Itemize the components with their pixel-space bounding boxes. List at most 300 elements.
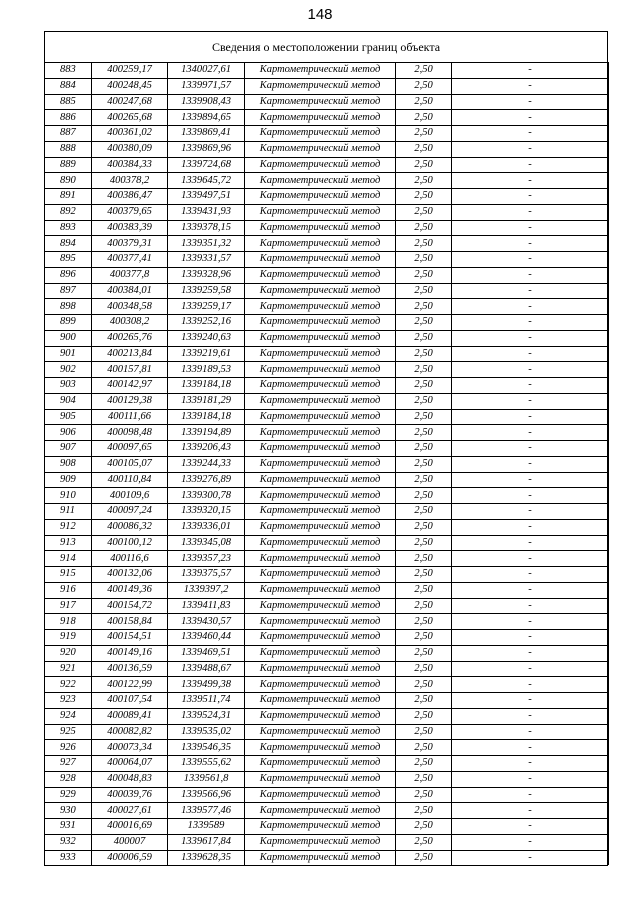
method-cell: Картометрический метод [245,393,396,409]
point-number-cell: 904 [45,393,92,409]
accuracy-cell: 2,50 [396,252,452,268]
table-row [45,834,609,850]
description-cell: - [452,299,609,315]
method-cell: Картометрический метод [245,740,396,756]
x-coordinate-cell: 400379,65 [92,204,168,220]
description-cell: - [452,236,609,252]
x-coordinate-cell: 400097,24 [92,504,168,520]
method-cell: Картометрический метод [245,252,396,268]
x-coordinate-cell: 400259,17 [92,63,168,79]
point-number-cell: 899 [45,315,92,331]
x-coordinate-cell: 400157,81 [92,362,168,378]
point-number-cell: 893 [45,220,92,236]
point-number-cell: 894 [45,236,92,252]
description-cell: - [452,126,609,142]
description-cell: - [452,819,609,835]
point-number-cell: 883 [45,63,92,79]
accuracy-cell: 2,50 [396,787,452,803]
accuracy-cell: 2,50 [396,141,452,157]
table-row [45,472,609,488]
description-cell: - [452,189,609,205]
description-cell: - [452,204,609,220]
accuracy-cell: 2,50 [396,330,452,346]
y-coordinate-cell: 1339430,57 [168,614,245,630]
y-coordinate-cell: 1339320,15 [168,504,245,520]
description-cell: - [452,346,609,362]
x-coordinate-cell: 400384,33 [92,157,168,173]
method-cell: Картометрический метод [245,582,396,598]
table-row [45,519,609,535]
method-cell: Картометрический метод [245,299,396,315]
y-coordinate-cell: 1339535,02 [168,724,245,740]
method-cell: Картометрический метод [245,141,396,157]
table-row [45,567,609,583]
table-row [45,126,609,142]
point-number-cell: 903 [45,378,92,394]
table-row [45,693,609,709]
description-cell: - [452,787,609,803]
point-number-cell: 917 [45,598,92,614]
description-cell: - [452,78,609,94]
accuracy-cell: 2,50 [396,708,452,724]
point-number-cell: 908 [45,456,92,472]
x-coordinate-cell: 400016,69 [92,819,168,835]
method-cell: Картометрический метод [245,787,396,803]
y-coordinate-cell: 1339497,51 [168,189,245,205]
description-cell: - [452,252,609,268]
description-cell: - [452,803,609,819]
accuracy-cell: 2,50 [396,598,452,614]
y-coordinate-cell: 1339184,18 [168,409,245,425]
point-number-cell: 895 [45,252,92,268]
method-cell: Картометрический метод [245,834,396,850]
table-row [45,803,609,819]
y-coordinate-cell: 1339617,84 [168,834,245,850]
y-coordinate-cell: 1339524,31 [168,708,245,724]
description-cell: - [452,488,609,504]
point-number-cell: 886 [45,110,92,126]
point-number-cell: 911 [45,504,92,520]
description-cell: - [452,771,609,787]
y-coordinate-cell: 1339908,43 [168,94,245,110]
method-cell: Картометрический метод [245,630,396,646]
table-row [45,819,609,835]
x-coordinate-cell: 400122,99 [92,677,168,693]
method-cell: Картометрический метод [245,283,396,299]
method-cell: Картометрический метод [245,362,396,378]
x-coordinate-cell: 400154,51 [92,630,168,646]
description-cell: - [452,157,609,173]
y-coordinate-cell: 1340027,61 [168,63,245,79]
table-row [45,598,609,614]
x-coordinate-cell: 400107,54 [92,693,168,709]
description-cell: - [452,551,609,567]
table-row [45,299,609,315]
x-coordinate-cell: 400383,39 [92,220,168,236]
method-cell: Картометрический метод [245,456,396,472]
table-row [45,63,609,79]
point-number-cell: 921 [45,661,92,677]
description-cell: - [452,315,609,331]
accuracy-cell: 2,50 [396,63,452,79]
table-row [45,393,609,409]
y-coordinate-cell: 1339589 [168,819,245,835]
method-cell: Картометрический метод [245,803,396,819]
method-cell: Картометрический метод [245,708,396,724]
y-coordinate-cell: 1339869,96 [168,141,245,157]
accuracy-cell: 2,50 [396,645,452,661]
table-row [45,708,609,724]
y-coordinate-cell: 1339345,08 [168,535,245,551]
point-number-cell: 909 [45,472,92,488]
x-coordinate-cell: 400380,09 [92,141,168,157]
page-number: 148 [307,6,333,23]
point-number-cell: 932 [45,834,92,850]
description-cell: - [452,850,609,865]
x-coordinate-cell: 400027,61 [92,803,168,819]
point-number-cell: 902 [45,362,92,378]
y-coordinate-cell: 1339331,57 [168,252,245,268]
description-cell: - [452,141,609,157]
accuracy-cell: 2,50 [396,126,452,142]
description-cell: - [452,425,609,441]
table-row [45,346,609,362]
y-coordinate-cell: 1339351,32 [168,236,245,252]
point-number-cell: 889 [45,157,92,173]
method-cell: Картометрический метод [245,78,396,94]
accuracy-cell: 2,50 [396,236,452,252]
point-number-cell: 891 [45,189,92,205]
method-cell: Картометрический метод [245,425,396,441]
description-cell: - [452,756,609,772]
table-row [45,252,609,268]
y-coordinate-cell: 1339336,01 [168,519,245,535]
x-coordinate-cell: 400308,2 [92,315,168,331]
y-coordinate-cell: 1339328,96 [168,267,245,283]
y-coordinate-cell: 1339252,16 [168,315,245,331]
point-number-cell: 906 [45,425,92,441]
description-cell: - [452,63,609,79]
table-row [45,661,609,677]
table-row [45,267,609,283]
table-title: Сведения о местоположении границ объекта [211,40,441,54]
table-row [45,677,609,693]
method-cell: Картометрический метод [245,614,396,630]
table-row [45,315,609,331]
description-cell: - [452,693,609,709]
accuracy-cell: 2,50 [396,724,452,740]
accuracy-cell: 2,50 [396,551,452,567]
y-coordinate-cell: 1339645,72 [168,173,245,189]
accuracy-cell: 2,50 [396,346,452,362]
method-cell: Картометрический метод [245,63,396,79]
description-cell: - [452,267,609,283]
x-coordinate-cell: 400098,48 [92,425,168,441]
accuracy-cell: 2,50 [396,393,452,409]
x-coordinate-cell: 400105,07 [92,456,168,472]
x-coordinate-cell: 400377,41 [92,252,168,268]
y-coordinate-cell: 1339300,78 [168,488,245,504]
x-coordinate-cell: 400158,84 [92,614,168,630]
method-cell: Картометрический метод [245,661,396,677]
point-number-cell: 931 [45,819,92,835]
point-number-cell: 928 [45,771,92,787]
point-number-cell: 927 [45,756,92,772]
x-coordinate-cell: 400154,72 [92,598,168,614]
point-number-cell: 930 [45,803,92,819]
method-cell: Картометрический метод [245,598,396,614]
y-coordinate-cell: 1339577,46 [168,803,245,819]
accuracy-cell: 2,50 [396,315,452,331]
point-number-cell: 919 [45,630,92,646]
accuracy-cell: 2,50 [396,456,452,472]
method-cell: Картометрический метод [245,677,396,693]
y-coordinate-cell: 1339488,67 [168,661,245,677]
method-cell: Картометрический метод [245,724,396,740]
point-number-cell: 887 [45,126,92,142]
accuracy-cell: 2,50 [396,299,452,315]
y-coordinate-cell: 1339411,83 [168,598,245,614]
method-cell: Картометрический метод [245,551,396,567]
x-coordinate-cell: 400064,07 [92,756,168,772]
description-cell: - [452,378,609,394]
description-cell: - [452,472,609,488]
accuracy-cell: 2,50 [396,614,452,630]
point-number-cell: 898 [45,299,92,315]
y-coordinate-cell: 1339469,51 [168,645,245,661]
method-cell: Картометрический метод [245,850,396,865]
y-coordinate-cell: 1339869,41 [168,126,245,142]
y-coordinate-cell: 1339244,33 [168,456,245,472]
y-coordinate-cell: 1339375,57 [168,567,245,583]
y-coordinate-cell: 1339499,38 [168,677,245,693]
point-number-cell: 913 [45,535,92,551]
method-cell: Картометрический метод [245,378,396,394]
method-cell: Картометрический метод [245,488,396,504]
point-number-cell: 918 [45,614,92,630]
point-number-cell: 914 [45,551,92,567]
accuracy-cell: 2,50 [396,94,452,110]
method-cell: Картометрический метод [245,110,396,126]
accuracy-cell: 2,50 [396,819,452,835]
accuracy-cell: 2,50 [396,488,452,504]
y-coordinate-cell: 1339189,53 [168,362,245,378]
y-coordinate-cell: 1339194,89 [168,425,245,441]
accuracy-cell: 2,50 [396,441,452,457]
table-row [45,204,609,220]
y-coordinate-cell: 1339555,62 [168,756,245,772]
accuracy-cell: 2,50 [396,409,452,425]
point-number-cell: 920 [45,645,92,661]
method-cell: Картометрический метод [245,756,396,772]
accuracy-cell: 2,50 [396,756,452,772]
point-number-cell: 890 [45,173,92,189]
point-number-cell: 885 [45,94,92,110]
description-cell: - [452,740,609,756]
point-number-cell: 926 [45,740,92,756]
y-coordinate-cell: 1339724,68 [168,157,245,173]
x-coordinate-cell: 400110,84 [92,472,168,488]
table-row [45,614,609,630]
x-coordinate-cell: 400006,59 [92,850,168,865]
table-row [45,441,609,457]
accuracy-cell: 2,50 [396,425,452,441]
y-coordinate-cell: 1339259,17 [168,299,245,315]
x-coordinate-cell: 400361,02 [92,126,168,142]
method-cell: Картометрический метод [245,236,396,252]
table-row [45,724,609,740]
accuracy-cell: 2,50 [396,677,452,693]
method-cell: Картометрический метод [245,819,396,835]
description-cell: - [452,94,609,110]
x-coordinate-cell: 400007 [92,834,168,850]
x-coordinate-cell: 400132,06 [92,567,168,583]
description-cell: - [452,535,609,551]
x-coordinate-cell: 400073,34 [92,740,168,756]
method-cell: Картометрический метод [245,771,396,787]
x-coordinate-cell: 400142,97 [92,378,168,394]
point-number-cell: 910 [45,488,92,504]
x-coordinate-cell: 400111,66 [92,409,168,425]
table-row [45,551,609,567]
x-coordinate-cell: 400348,58 [92,299,168,315]
accuracy-cell: 2,50 [396,157,452,173]
table-row [45,330,609,346]
y-coordinate-cell: 1339357,23 [168,551,245,567]
y-coordinate-cell: 1339971,57 [168,78,245,94]
x-coordinate-cell: 400116,6 [92,551,168,567]
method-cell: Картометрический метод [245,94,396,110]
table-row [45,535,609,551]
table-row [45,787,609,803]
table-row [45,236,609,252]
description-cell: - [452,441,609,457]
point-number-cell: 912 [45,519,92,535]
point-number-cell: 922 [45,677,92,693]
accuracy-cell: 2,50 [396,78,452,94]
x-coordinate-cell: 400149,16 [92,645,168,661]
y-coordinate-cell: 1339240,63 [168,330,245,346]
x-coordinate-cell: 400378,2 [92,173,168,189]
description-cell: - [452,519,609,535]
description-cell: - [452,724,609,740]
accuracy-cell: 2,50 [396,740,452,756]
accuracy-cell: 2,50 [396,834,452,850]
table-row [45,409,609,425]
method-cell: Картометрический метод [245,693,396,709]
y-coordinate-cell: 1339397,2 [168,582,245,598]
table-row [45,220,609,236]
boundary-table [44,31,608,866]
method-cell: Картометрический метод [245,126,396,142]
method-cell: Картометрический метод [245,204,396,220]
x-coordinate-cell: 400379,31 [92,236,168,252]
description-cell: - [452,677,609,693]
description-cell: - [452,283,609,299]
accuracy-cell: 2,50 [396,567,452,583]
description-cell: - [452,708,609,724]
x-coordinate-cell: 400149,36 [92,582,168,598]
description-cell: - [452,661,609,677]
point-number-cell: 925 [45,724,92,740]
accuracy-cell: 2,50 [396,850,452,865]
table-row [45,756,609,772]
method-cell: Картометрический метод [245,220,396,236]
method-cell: Картометрический метод [245,346,396,362]
method-cell: Картометрический метод [245,315,396,331]
accuracy-cell: 2,50 [396,472,452,488]
table-row [45,582,609,598]
description-cell: - [452,834,609,850]
x-coordinate-cell: 400213,84 [92,346,168,362]
point-number-cell: 915 [45,567,92,583]
table-row [45,740,609,756]
table-row [45,189,609,205]
method-cell: Картометрический метод [245,535,396,551]
point-number-cell: 929 [45,787,92,803]
coordinates-table-body [45,63,609,866]
accuracy-cell: 2,50 [396,661,452,677]
accuracy-cell: 2,50 [396,693,452,709]
point-number-cell: 897 [45,283,92,299]
accuracy-cell: 2,50 [396,204,452,220]
description-cell: - [452,173,609,189]
x-coordinate-cell: 400377,8 [92,267,168,283]
description-cell: - [452,614,609,630]
point-number-cell: 916 [45,582,92,598]
description-cell: - [452,330,609,346]
method-cell: Картометрический метод [245,441,396,457]
method-cell: Картометрический метод [245,645,396,661]
method-cell: Картометрический метод [245,173,396,189]
table-row [45,850,609,865]
x-coordinate-cell: 400265,76 [92,330,168,346]
description-cell: - [452,567,609,583]
method-cell: Картометрический метод [245,519,396,535]
x-coordinate-cell: 400086,32 [92,519,168,535]
description-cell: - [452,645,609,661]
point-number-cell: 923 [45,693,92,709]
accuracy-cell: 2,50 [396,189,452,205]
table-row [45,488,609,504]
accuracy-cell: 2,50 [396,220,452,236]
table-row [45,378,609,394]
method-cell: Картометрический метод [245,409,396,425]
table-row [45,425,609,441]
y-coordinate-cell: 1339561,8 [168,771,245,787]
x-coordinate-cell: 400384,01 [92,283,168,299]
accuracy-cell: 2,50 [396,504,452,520]
method-cell: Картометрический метод [245,330,396,346]
coordinates-table [44,62,609,865]
point-number-cell: 901 [45,346,92,362]
accuracy-cell: 2,50 [396,803,452,819]
description-cell: - [452,393,609,409]
accuracy-cell: 2,50 [396,771,452,787]
table-row [45,94,609,110]
point-number-cell: 924 [45,708,92,724]
y-coordinate-cell: 1339628,35 [168,850,245,865]
method-cell: Картометрический метод [245,189,396,205]
point-number-cell: 896 [45,267,92,283]
table-row [45,78,609,94]
description-cell: - [452,409,609,425]
accuracy-cell: 2,50 [396,630,452,646]
method-cell: Картометрический метод [245,267,396,283]
x-coordinate-cell: 400248,45 [92,78,168,94]
x-coordinate-cell: 400265,68 [92,110,168,126]
accuracy-cell: 2,50 [396,535,452,551]
